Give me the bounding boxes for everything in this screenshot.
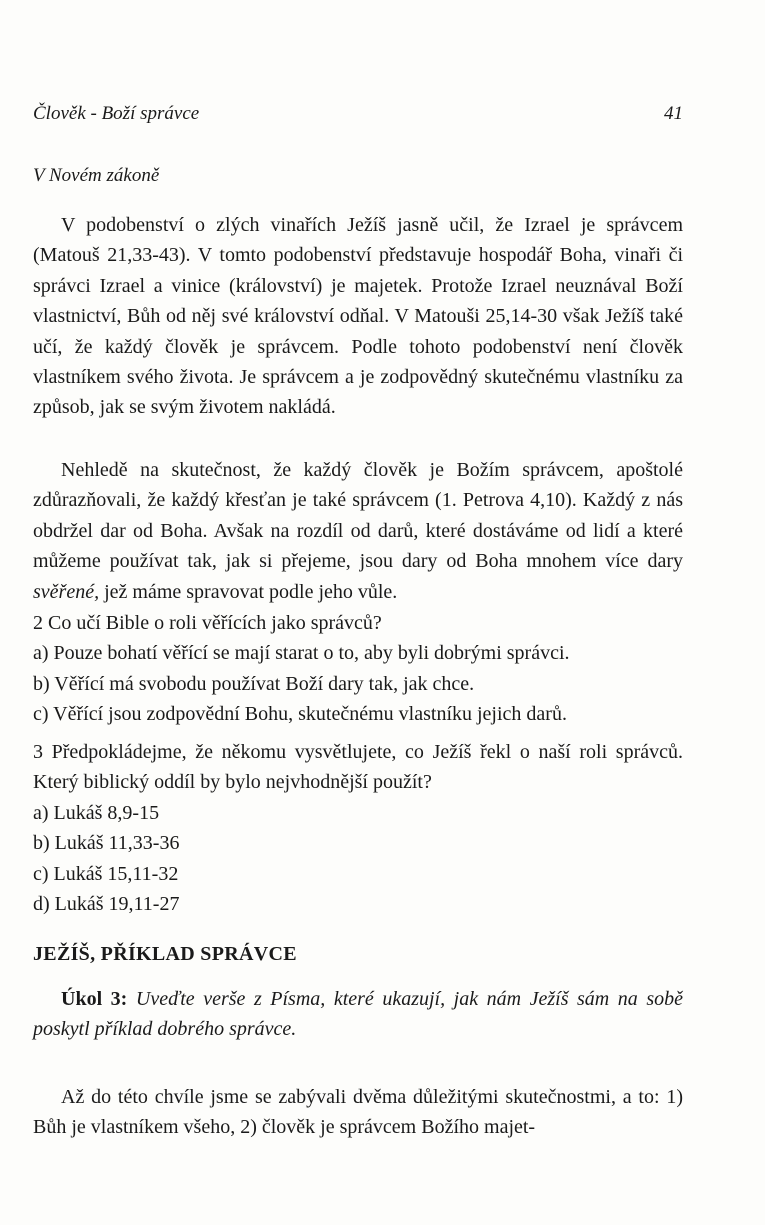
question-2 [33,608,683,730]
question-3-options [33,798,683,920]
paragraph-2-text-after: jež máme spravovat podle jeho vůle. [99,580,398,603]
question-3 [33,737,683,919]
task-label: Úkol 3: [61,988,128,1010]
question-3-option-a: a) Lukáš 8,9-15 [33,801,160,824]
paragraph-1: V podobenství o zlých vinařích Ježíš jasně učil, že Izrael je správcem (Matouš 21,33-43). V tomto podobenství představuje hospodář Boha, vinaři či správci Izrael a vinice (království) je majetek. Protože Izrael neuznával Boží vlastnictví, Bůh od něj své království odňal. V Matouši 25,14-30 však Ježíš také učí, že každý člověk je správcem. Podle tohoto podobenství není člověk vlastníkem svého života. Je správcem a je zodpovědný skutečnému vlastníku za způsob, jak se svým životem nakládá. [33,214,683,419]
paragraph-2 [33,455,683,607]
question-3-text: 3 Předpokládejme, že někomu vysvětlujete, co Ježíš řekl o naší roli správců. Který biblický oddíl by bylo nejvhodnější použít? [33,741,683,794]
question-3-option-c: c) Lukáš 15,11-32 [33,862,179,885]
question-3-option-b: b) Lukáš 11,33-36 [33,832,180,855]
subsection-title: V Novém zákoně [33,165,160,186]
paragraph-2-emphasis: svěřené, [33,580,100,603]
question-2-options [33,638,683,729]
question-2-option-c: c) Věřící jsou zodpovědní Bohu, skutečnému vlastníku jejich darů. [33,703,567,726]
task-3 [33,984,683,1045]
question-2-text: 2 Co učí Bible o roli věřících jako správců? [33,612,382,634]
question-2-option-a: a) Pouze bohatí věřící se mají starat o to, aby byli dobrými správci. [33,642,570,665]
task-text: Uveďte verše z Písma, které ukazují, jak nám Ježíš sám na sobě poskytl příklad dobrého správce. [33,988,683,1041]
question-3-option-d: d) Lukáš 19,11-27 [33,893,180,916]
paragraph-3: Až do této chvíle jsme se zabývali dvěma důležitými skutečnostmi, a to: 1) Bůh je vlastníkem všeho, 2) člověk je správcem Božího majet- [33,1086,683,1139]
page-number: 41 [664,103,683,124]
section-heading: JEŽÍŠ, PŘÍKLAD SPRÁVCE [33,943,297,965]
paragraph-2-text-before: Nehledě na skutečnost, že každý člověk je Božím správcem, apoštolé zdůrazňovali, že každý křesťan je také správcem (1. Petrova 4,10). Každý z nás obdržel dar od Boha. Avšak na rozdíl od darů, které dostáváme od lidí a které můžeme používat tak, jak si přejeme, jsou dary od Boha mnohem více dary [33,459,683,573]
running-title: Člověk - Boží správce [33,103,200,124]
question-2-option-b: b) Věřící má svobodu používat Boží dary tak, jak chce. [33,672,475,695]
